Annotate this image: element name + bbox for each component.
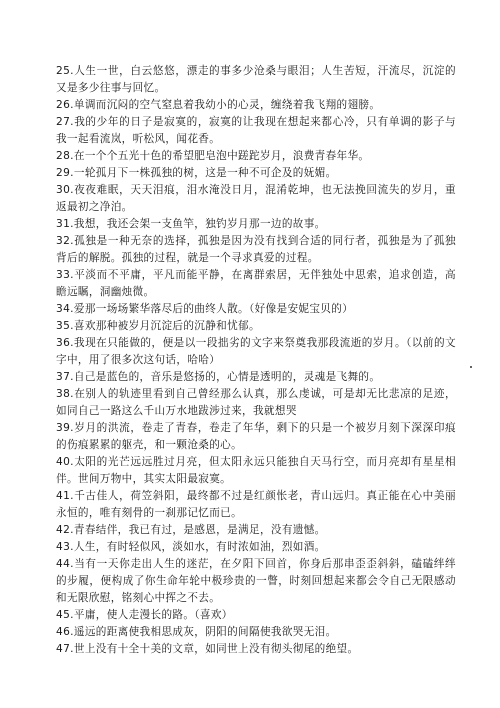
- entry-35: 35.喜欢那种被岁月沉淀后的沉静和忧郁。: [56, 320, 260, 332]
- entry-45: 45.平庸，使人走漫长的路。（喜欢）: [56, 609, 233, 621]
- entry-27: 27.我的少年的日子是寂寞的，寂寞的让我现在想起来都心冷，只有单调的影子与我一起看流岚，听松风，闻花香。: [56, 116, 456, 145]
- entry-43: 43.人生，有时轻似风，淡如水，有时浓如油，烈如酒。: [56, 541, 326, 553]
- entry-39: 39.岁月的洪流，卷走了青春，卷走了年华，剩下的只是一个被岁月刻下深深印痕的伤痕累累的躯壳，和一颗沧桑的心。: [56, 422, 456, 451]
- entry-25: 25.人生一世，白云悠悠，漂走的事多少沧桑与眼泪；人生苦短，汗流尽，沉淀的又是多少往事与回忆。: [56, 65, 456, 94]
- entry-26: 26.单调而沉闷的空气窒息着我幼小的心灵，缠绕着我飞翔的翅膀。: [56, 99, 381, 111]
- entry-31: 31.我想，我还会架一支鱼竿，独钓岁月那一边的故事。: [56, 218, 326, 230]
- entry-30: 30.夜夜难眠，天天泪痕，泪水淹没日月，混淆乾坤，也无法挽回流失的岁月，重返最初之净泊。: [56, 184, 456, 213]
- entry-34: 34.爱那一场场繁华落尽后的曲终人散。（好像是安妮宝贝的）: [56, 303, 354, 315]
- entry-42: 42.青春结伴，我已有过，是感恩，是满足，没有遗憾。: [56, 524, 326, 536]
- entry-44: 44.当有一天你走出人生的迷茫，在夕阳下回首，你身后那串歪歪斜斜，磕磕绊绊的步履，便构成了你生命年轮中极珍贵的一瞥，时刻回想起来都会令自己无限感动和无限欣慰，铭刻心中挥之不去。: [56, 558, 456, 604]
- entry-47: 47.世上没有十全十美的文章，如同世上没有彻头彻尾的绝望。: [56, 643, 359, 655]
- entry-46: 46.遥远的距离使我相思成灰，阴阳的间隔使我欲哭无泪。: [56, 626, 337, 638]
- entry-37: 37.自己是蓝色的，音乐是悠扬的，心情是透明的，灵魂是飞舞的。: [56, 371, 381, 383]
- entry-33: 33.平淡而不平庸，平凡而能平静，在离群索居，无伴独处中思索，追求创造，高瞻远瞩，洞幽烛微。: [56, 269, 456, 298]
- entry-41: 41.千古佳人，荷笠斜阳，最终都不过是红颜怅老，青山远归。真正能在心中美丽永恒的，唯有刻骨的一刹那记忆而已。: [56, 490, 456, 519]
- entry-38: 38.在别人的轨迹里看到自己曾经那么认真，那么虔诚，可是却无比悲凉的足迹，如同自己一路这么千山万水地跋涉过来，我就想哭: [56, 388, 456, 417]
- entry-40: 40.太阳的光芒远远胜过月亮，但太阳永远只能独自天马行空，而月亮却有星星相伴。世间万物中，其实太阳最寂寞。: [56, 456, 456, 485]
- entry-28: 28.在一个个五光十色的希望肥皂泡中蹉跎岁月，浪费青春年华。: [56, 150, 370, 162]
- document-body: [56, 63, 456, 658]
- entry-29: 29.一轮孤月下一株孤独的树，这是一种不可企及的妩媚。: [56, 167, 337, 179]
- entry-36: 36.我现在只能做的，便是以一段拙劣的文字来祭奠我那段流逝的岁月。（以前的文字中，用了很多次这句话，哈哈）: [56, 337, 456, 366]
- entry-32: 32.孤独是一种无奈的选择，孤独是因为没有找到合适的同行者，孤独是为了孤独背后的解脱。孤独的过程，就是一个寻求真爱的过程。: [56, 235, 456, 264]
- stray-mark: [470, 366, 472, 368]
